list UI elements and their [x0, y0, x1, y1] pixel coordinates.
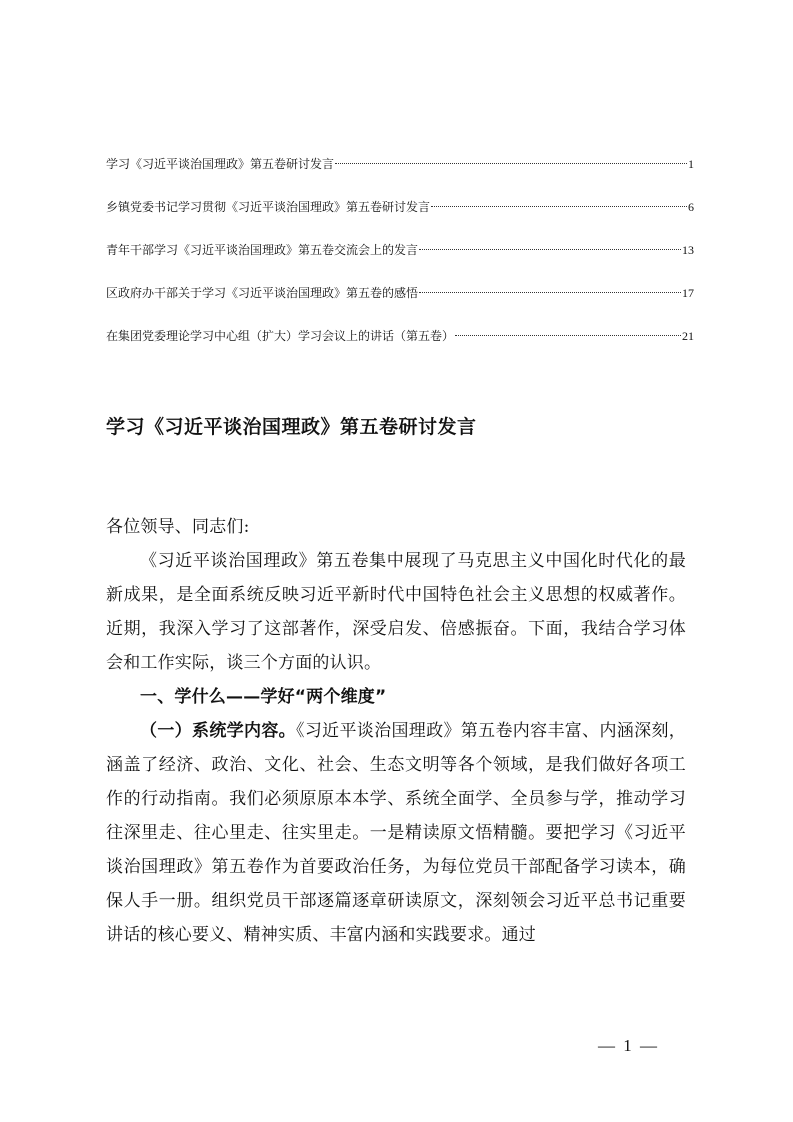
toc-entry-title[interactable]: 区政府办干部关于学习《习近平谈治国理政》第五卷的感悟 — [106, 286, 419, 300]
toc-dot-leader — [335, 162, 687, 164]
intro-paragraph: 《习近平谈治国理政》第五卷集中展现了马克思主义中国化时代化的最新成果，是全面系统反映习近平新时代中国特色社会主义思想的权威著作。近期，我深入学习了这部著作，深受启发、倍感振奋。下面，我结合学习体会和工作实际，谈三个方面的认识。 — [106, 551, 686, 673]
toc-entry[interactable] — [106, 197, 694, 217]
toc-entry[interactable] — [106, 326, 694, 346]
table-of-contents — [106, 154, 694, 369]
document-title: 学习《习近平谈治国理政》第五卷研讨发言 — [106, 416, 477, 438]
page-number: — 1 — — [598, 1036, 659, 1055]
toc-entry-title[interactable]: 乡镇党委书记学习贯彻《习近平谈治国理政》第五卷研讨发言 — [106, 200, 431, 214]
toc-entry-page: 17 — [682, 286, 694, 300]
toc-entry-page: 13 — [682, 243, 694, 257]
toc-dot-leader — [419, 248, 681, 250]
toc-entry-page: 6 — [688, 200, 694, 214]
toc-dot-leader — [455, 334, 681, 336]
toc-entry[interactable] — [106, 154, 694, 174]
toc-dot-leader — [419, 291, 681, 293]
toc-entry-title[interactable]: 在集团党委理论学习中心组（扩大）学习会议上的讲话（第五卷） — [106, 329, 455, 343]
toc-entry-title[interactable]: 青年干部学习《习近平谈治国理政》第五卷交流会上的发言 — [106, 243, 419, 257]
toc-dot-leader — [431, 205, 687, 207]
subsection-paragraph — [106, 714, 686, 952]
section-heading: 一、学什么——学好“两个维度” — [140, 687, 387, 707]
toc-entry[interactable] — [106, 283, 694, 303]
toc-entry[interactable] — [106, 240, 694, 260]
subsection-text: 《习近平谈治国理政》第五卷内容丰富、内涵深刻，涵盖了经济、政治、文化、社会、生态文明等各个领域，是我们做好各项工作的行动指南。我们必须原原本本学、系统全面学、全员参与学，推动学习往深里走、往心里走、往实里走。一是精读原文悟精髓。要把学习《习近平谈治国理政》第五卷作为首要政治任务，为每位党员干部配备学习读本，确保人手一册。组织党员干部逐篇逐章研读原文，深刻领会习近平总书记重要讲话的核心要义、精神实质、丰富内涵和实践要求。通过 — [106, 721, 686, 945]
toc-entry-page: 21 — [682, 329, 694, 343]
subsection-label: （一）系统学内容。 — [140, 721, 296, 741]
document-body — [106, 510, 686, 952]
salutation: 各位领导、同志们: — [106, 517, 250, 537]
toc-entry-page: 1 — [688, 157, 694, 171]
toc-entry-title[interactable]: 学习《习近平谈治国理政》第五卷研讨发言 — [106, 157, 335, 171]
